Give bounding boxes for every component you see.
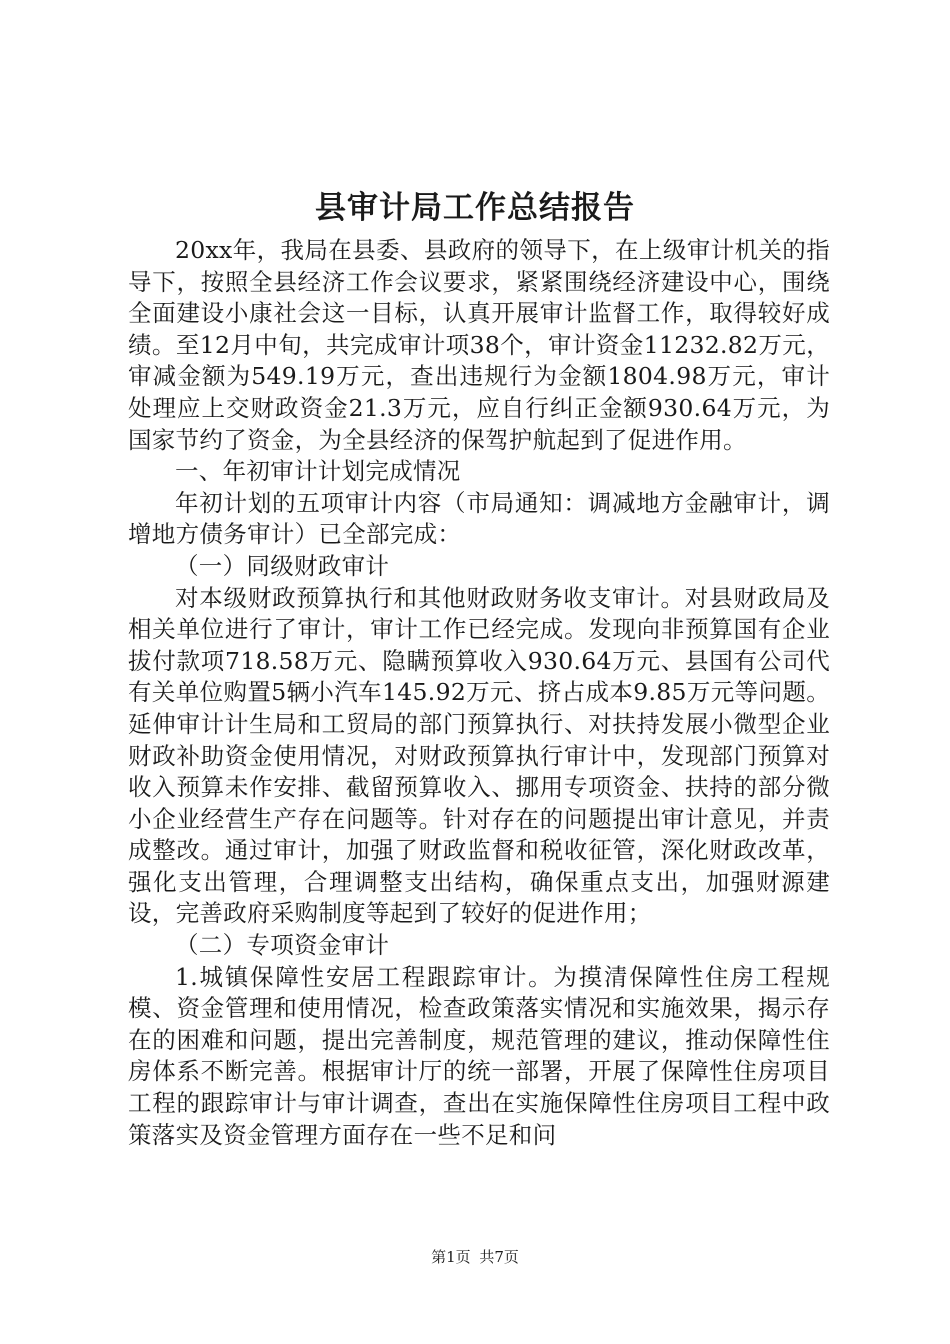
paragraph-finance-audit: 对本级财政预算执行和其他财政财务收支审计。对县财政局及相关单位进行了审计，审计工作已经完成。发现向非预算国有企业拔付款项718.58万元、隐瞒预算收入930.64万元、县国有公司代有关单位购置5辆小汽车145.92万元、挤占成本9.85万元等问题。延伸审计计生局和工贸局的部门预算执行、对扶持发展小微型企业财政补助资金使用情况，对财政预算执行审计中，发现部门预算对收入预算未作安排、截留预算收入、挪用专项资金、扶持的部分微小企业经营生产存在问题等。针对存在的问题提出审计意见，并责成整改。通过审计，加强了财政监督和税收征管，深化财政改革，强化支出管理，合理调整支出结构，确保重点支出，加强财源建设，完善政府采购制度等起到了较好的促进作用； [128, 583, 830, 928]
subsection-heading-2: （二）专项资金审计 [175, 931, 390, 960]
document-body [128, 235, 830, 1151]
subsection-heading-1: （一）同级财政审计 [175, 551, 390, 580]
paragraph-plan: 年初计划的五项审计内容（市局通知：调减地方金融审计，调增地方债务审计）已全部完成： [128, 488, 830, 549]
paragraph-intro: 20xx年，我局在县委、县政府的领导下，在上级审计机关的指导下，按照全县经济工作会议要求，紧紧围绕经济建设中心，围绕全面建设小康社会这一目标，认真开展审计监督工作，取得较好成绩。至12月中旬，共完成审计项38个，审计资金11232.82万元，审减金额为549.19万元，查出违规行为金额1804.98万元，审计处理应上交财政资金21.3万元，应自行纠正金额930.64万元，为国家节约了资金，为全县经济的保驾护航起到了促进作用。 [128, 236, 830, 454]
section-heading-1: 一、年初审计计划完成情况 [175, 457, 461, 486]
document-title: 县审计局工作总结报告 [315, 190, 635, 226]
page-footer: 第1页 共7页 [431, 1248, 519, 1266]
paragraph-housing-audit: 1.城镇保障性安居工程跟踪审计。为摸清保障性住房工程规模、资金管理和使用情况，检查政策落实情况和实施效果，揭示存在的困难和问题，提出完善制度，规范管理的建议，推动保障性住房体系不断完善。根据审计厅的统一部署，开展了保障性住房项目工程的跟踪审计与审计调查，查出在实施保障性住房项目工程中政策落实及资金管理方面存在一些不足和问 [128, 962, 830, 1149]
